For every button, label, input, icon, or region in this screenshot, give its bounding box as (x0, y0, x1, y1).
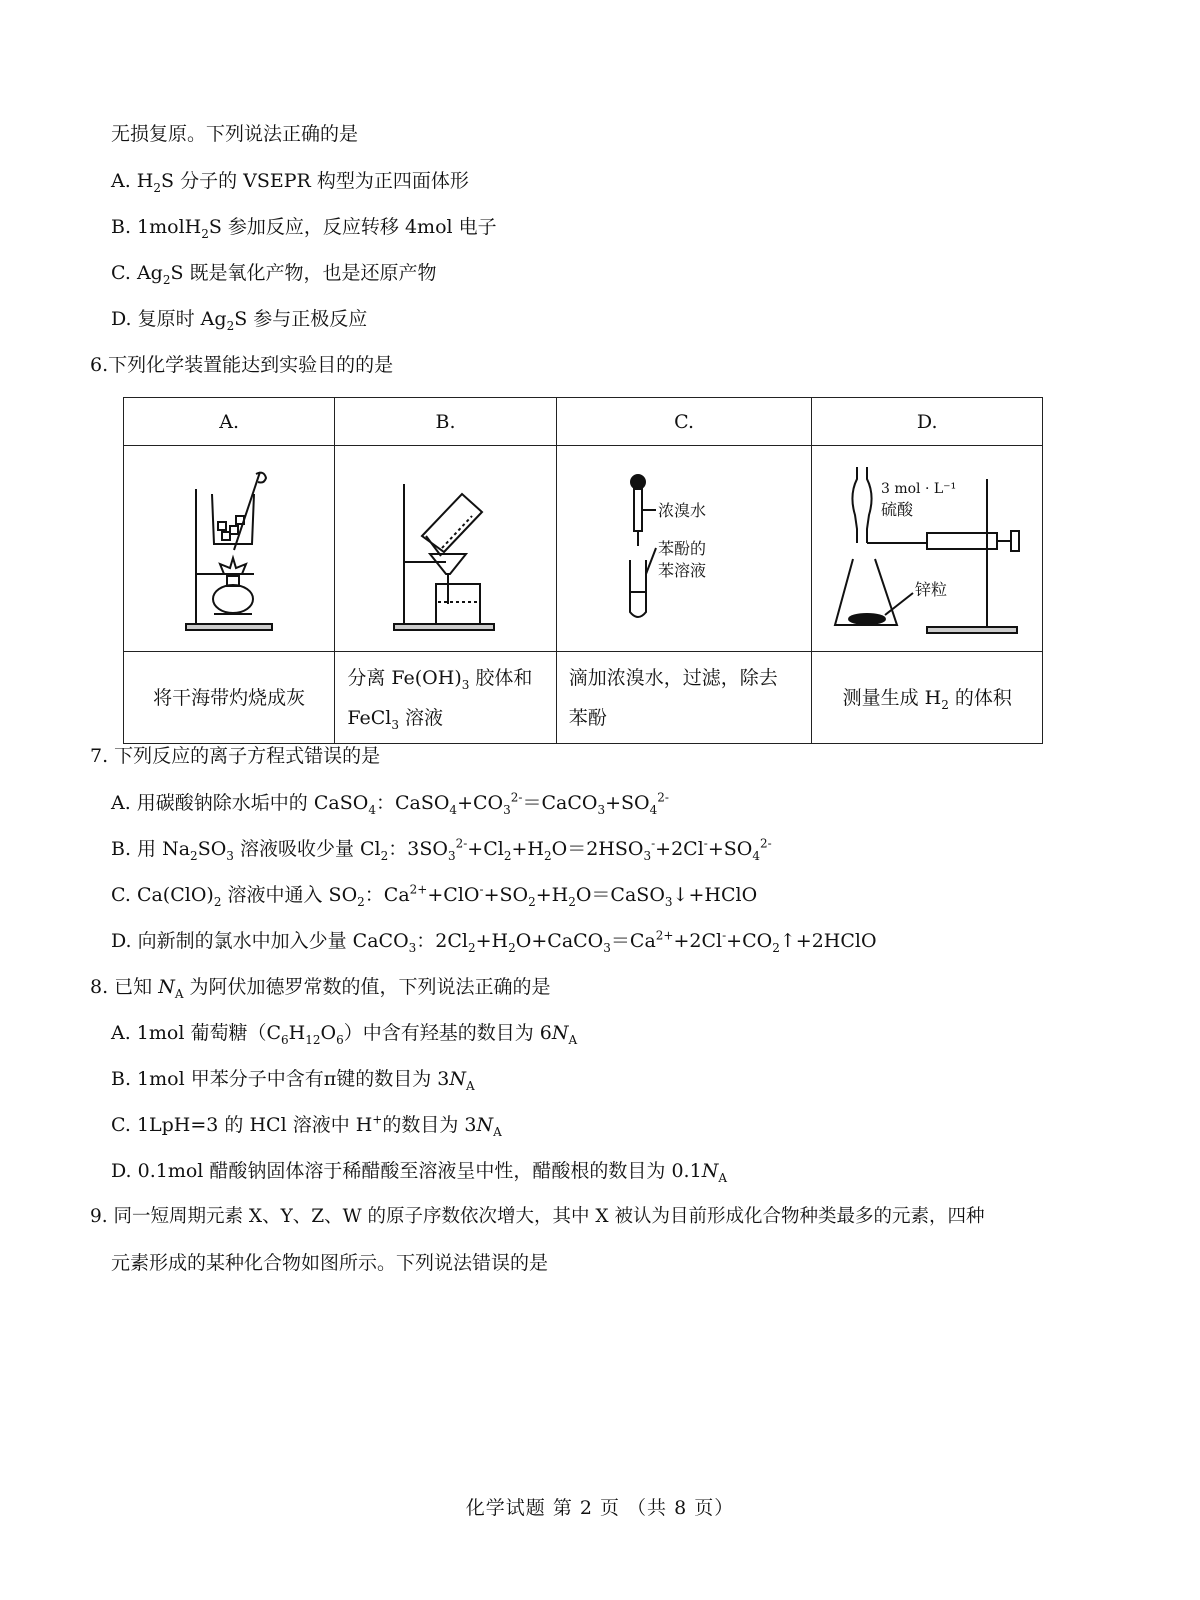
label-zinc: 锌粒 (915, 579, 948, 599)
q6-table (123, 397, 1043, 744)
apparatus-c (556, 446, 812, 652)
q7-option-b: B. 用 $Na_2SO_3$ 溶液吸收少量 $Cl_2$：$3SO_3^{2-}+Cl_2+H_2O=2HSO_3^-+2Cl^-+SO_4^{2-}$ (111, 836, 772, 863)
q5-option-c: C. $Ag_2S$ 既是氧化产物，也是还原产物 (111, 262, 437, 287)
label-acid-conc: 3 mol · L⁻¹ (881, 480, 957, 497)
dropper-test-tube-icon (594, 464, 774, 634)
apparatus-b (335, 446, 556, 652)
page-footer: 化学试题 第 2 页 （共 8 页） (465, 1497, 735, 1519)
desc-d: 测量生成 $H_2$ 的体积 (812, 652, 1043, 744)
q7-option-d: D. 向新制的氯水中加入少量 CaCO$_3$：$2Cl_2+H_2O+CaCO_3=Ca^{2+}+2Cl^-+CO_2↑+2HClO$ (111, 928, 877, 955)
label-phenol-2: 苯溶液 (658, 560, 707, 580)
label-bromine-water: 浓溴水 (658, 500, 707, 520)
filtration-funnel-icon (386, 464, 506, 634)
gas-syringe-icon (827, 459, 1027, 639)
q8-option-c: C. 1LpH=3 的 HCl 溶液中 H+的数目为 $3N_A$ (111, 1112, 502, 1139)
q7-stem: 7. 下列反应的离子方程式错误的是 (90, 745, 381, 767)
q8-option-d: D. 0.1mol 醋酸钠固体溶于稀醋酸至溶液呈中性，醋酸根的数目为 $0.1N_A$ (111, 1160, 727, 1185)
desc-a: 将干海带灼烧成灰 (124, 652, 335, 744)
header-b: B. (335, 398, 556, 446)
label-sulfuric-acid: 硫酸 (881, 499, 914, 519)
q8-option-b: B. 1mol 甲苯分子中含有π键的数目为 $3N_A$ (111, 1068, 475, 1093)
apparatus-a (124, 446, 335, 652)
label-phenol-1: 苯酚的 (658, 538, 707, 558)
q8-option-a: A. 1mol 葡萄糖$(C_6H_{12}O_6)$中含有羟基的数目为 $6N_A$ (111, 1022, 578, 1047)
q7-option-a: A. 用碳酸钠除水垢中的 CaSO$_4$：$CaSO_4+CO_3^{2-}=CaCO_3+SO_4^{2-}$ (111, 790, 669, 817)
q9-stem-line1: 9. 同一短周期元素 X、Y、Z、W 的原子序数依次增大，其中 X 被认为目前形成化合物种类最多的元素，四种 (90, 1206, 985, 1227)
desc-b: 分离 $Fe(OH)_3$ 胶体和 FeCl$_3$ 溶液 (335, 652, 556, 744)
desc-c: 滴加浓溴水，过滤，除去 苯酚 (556, 652, 812, 744)
header-a: A. (124, 398, 335, 446)
q5-option-d: D. 复原时 $Ag_2S$ 参与正极反应 (111, 308, 368, 333)
q6-stem: 6.下列化学装置能达到实验目的的是 (90, 354, 394, 376)
q7-option-c: C. $Ca(ClO)_2$ 溶液中通入 $SO_2$：$Ca^{2+}+ClO^-+SO_2+H_2O=CaSO_3↓+HClO$ (111, 882, 758, 909)
apparatus-d (812, 446, 1043, 652)
header-c: C. (556, 398, 812, 446)
q5-continuation: 无损复原。下列说法正确的是 (111, 123, 359, 145)
q5-option-a: A. $H_2S$ 分子的 VSEPR 构型为正四面体形 (111, 170, 469, 195)
crucible-burner-icon (174, 464, 284, 634)
q9-stem-line2: 元素形成的某种化合物如图所示。下列说法错误的是 (111, 1252, 549, 1274)
q5-option-b: B. 1molH$_2$S 参加反应，反应转移 4mol 电子 (111, 216, 497, 241)
header-d: D. (812, 398, 1043, 446)
q8-stem: 8. 已知 $N_A$ 为阿伏加德罗常数的值，下列说法正确的是 (90, 976, 551, 1001)
